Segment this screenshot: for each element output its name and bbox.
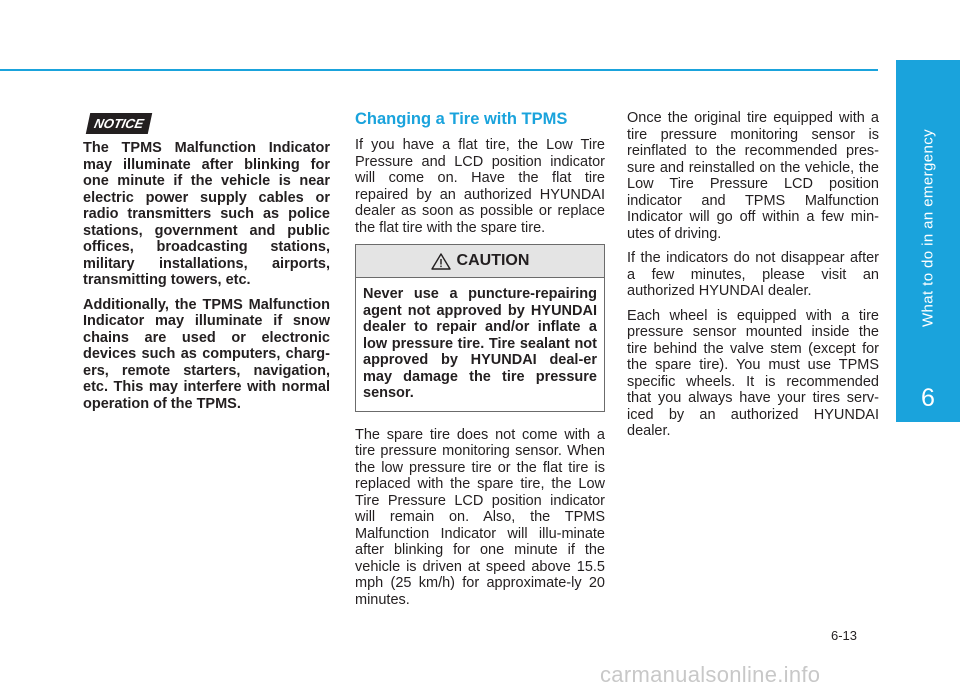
notice-paragraph: Additionally, the TPMS Malfunction Indicator may illuminate if snow chains are used or electronic devices such as computers, charg-ers, remote starters, navigation, etc. This may interfere with normal operation of the TPMS. [83, 296, 330, 412]
chapter-title: What to do in an emergency [919, 128, 937, 328]
notice-badge: NOTICE [86, 113, 152, 134]
watermark: carmanualsonline.info [600, 662, 821, 687]
warning-triangle-icon [431, 253, 451, 270]
body-paragraph: Once the original tire equipped with a tire pressure monitoring sensor is reinflated to the recommended pres-sure and reinstalled on the vehicle, the Low Tire Pressure LCD position indicator and TPMS Malfunction Indicator will go off within a few min-utes of driving. [627, 110, 879, 242]
chapter-tab [896, 60, 960, 374]
page-number: 6-13 [831, 628, 858, 643]
header-rule [0, 69, 878, 71]
caution-title: CAUTION [456, 251, 530, 269]
notice-column [83, 140, 330, 420]
intro-paragraph: If you have a flat tire, the Low Tire Pressure and LCD position indicator will come on. Have the flat tire repaired by an authorized HYUNDAI dealer as soon as possible or replace the flat tire with the spare tire. [355, 137, 605, 236]
section-heading: Changing a Tire with TPMS [355, 110, 568, 128]
notice-paragraph: The TPMS Malfunction Indicator may illuminate after blinking for one minute if the vehicle is near electric power supply cables or radio transmitters such as police stations, government and public offices, broadcasting stations, military installations, airports, transmitting towers, etc. [83, 140, 330, 288]
main-column [355, 110, 605, 616]
caution-box [355, 244, 605, 412]
chapter-number: 6 [896, 374, 960, 422]
caution-header [356, 245, 604, 278]
right-column [627, 110, 879, 448]
body-paragraph: Each wheel is equipped with a tire pressure sensor mounted inside the tire behind the valve stem (except for the spare tire). You must use TPMS specific wheels. It is recommended that you always have your tires serv-iced by an authorized HYUNDAI dealer. [627, 307, 879, 439]
spare-tire-paragraph: The spare tire does not come with a tire pressure monitoring sensor. When the low pressure tire or the flat tire is replaced with the spare tire, the Low Tire Pressure LCD position indicator will remain on. Also, the TPMS Malfunction Indicator will illu-minate after blinking for one minute if the vehicle is driven at speed above 15.5 mph (25 km/h) for approximate-ly 20 minutes. [355, 426, 605, 608]
body-paragraph: If the indicators do not disappear after a few minutes, please visit an authorized HYUNDAI dealer. [627, 250, 879, 299]
caution-text: Never use a puncture-repairing agent not approved by HYUNDAI dealer to repair and/or inflate a low pressure tire. Tire sealant not approved by HYUNDAI deal-er may damage the tire pressure sensor. [363, 286, 597, 401]
